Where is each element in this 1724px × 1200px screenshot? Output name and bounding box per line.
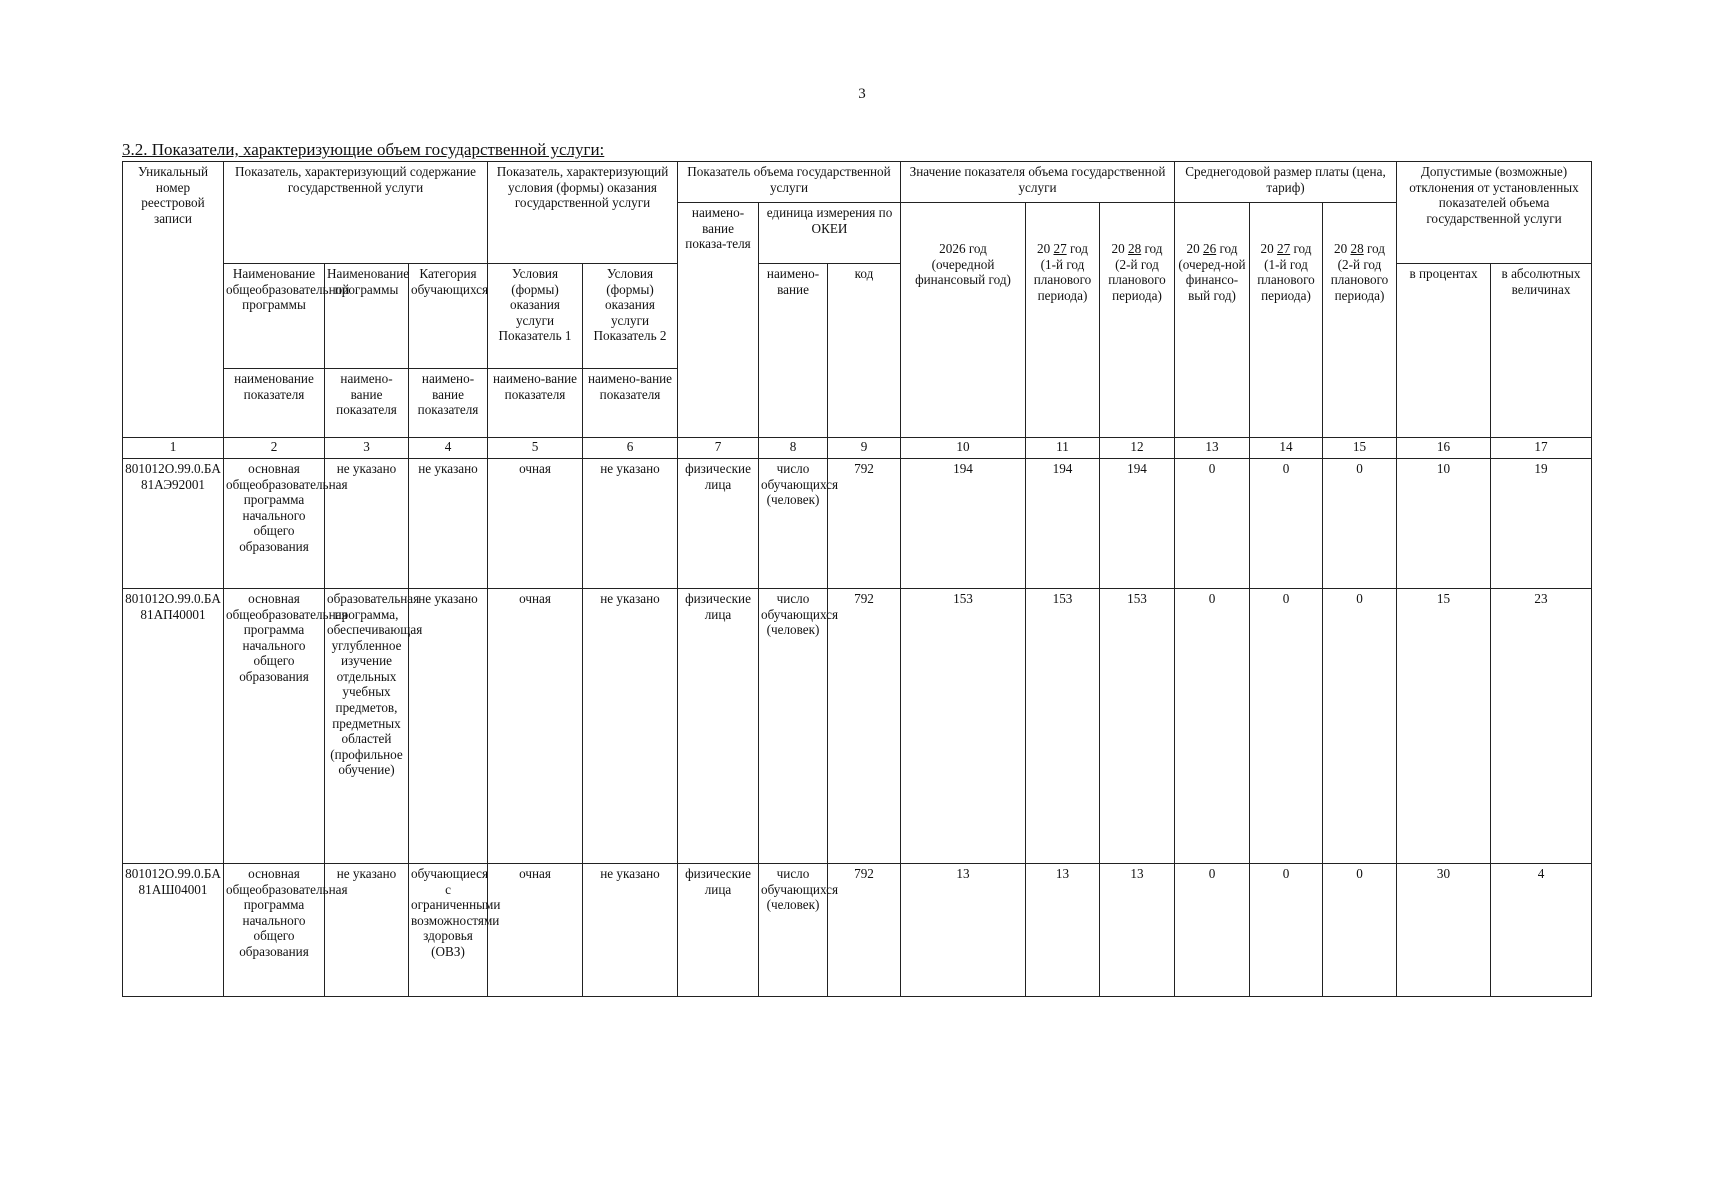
deviation-absolute: 23 xyxy=(1491,589,1592,864)
column-number: 13 xyxy=(1175,438,1250,459)
header-condition-2: Условия (формы) оказания услуги Показатель 2 xyxy=(583,264,678,369)
header-student-category: Категория обучающихся xyxy=(409,264,488,369)
header-content-indicator: Показатель, характеризующий содержание государственной услуги xyxy=(224,162,488,264)
table-row xyxy=(123,589,1592,864)
table-row xyxy=(123,459,1592,589)
header-volume-indicator: Показатель объема государственной услуги xyxy=(678,162,901,203)
fee-2027: 0 xyxy=(1250,589,1323,864)
indicator: физические лица xyxy=(678,864,759,997)
header-fee-2027: 20 27 год (1-й год планового периода) xyxy=(1250,203,1323,438)
volume-indicators-table xyxy=(122,161,1592,997)
column-number: 16 xyxy=(1397,438,1491,459)
deviation-percent: 10 xyxy=(1397,459,1491,589)
registry-number: 801012О.99.0.БА81АП40001 xyxy=(123,589,224,864)
code: 792 xyxy=(828,864,901,997)
program-name: основная общеобразовательная программа начального общего образования xyxy=(224,864,325,997)
fee-2026: 0 xyxy=(1175,459,1250,589)
program-name: основная общеобразовательная программа начального общего образования xyxy=(224,589,325,864)
condition-2: не указано xyxy=(583,459,678,589)
column-number: 8 xyxy=(759,438,828,459)
column-number: 12 xyxy=(1100,438,1175,459)
column-number: 14 xyxy=(1250,438,1323,459)
header-condition-1: Условия (формы) оказания услуги Показатель 1 xyxy=(488,264,583,369)
column-number: 4 xyxy=(409,438,488,459)
header-unit-code: код xyxy=(828,264,901,438)
value-2026: 13 xyxy=(901,864,1026,997)
unit: число обучающихся (человек) xyxy=(759,864,828,997)
header-indicator-name-2: наименование показателя xyxy=(224,369,325,438)
header-percent: в процентах xyxy=(1397,264,1491,438)
program-kind: образовательная программа, обеспечивающая углубленное изучение отдельных учебных предметов, предметных областей (профильное обучение) xyxy=(325,589,409,864)
value-2026: 153 xyxy=(901,589,1026,864)
header-indicator-name-6: наимено-вание показателя xyxy=(583,369,678,438)
header-indicator-name-4: наимено-вание показателя xyxy=(409,369,488,438)
header-indicator-name: наимено-вание показа-теля xyxy=(678,203,759,438)
code: 792 xyxy=(828,459,901,589)
header-conditions-indicator: Показатель, характеризующий условия (формы) оказания государственной услуги xyxy=(488,162,678,264)
program-kind: не указано xyxy=(325,864,409,997)
column-number: 17 xyxy=(1491,438,1592,459)
condition-2: не указано xyxy=(583,864,678,997)
student-category: не указано xyxy=(409,459,488,589)
value-2027: 153 xyxy=(1026,589,1100,864)
fee-2026: 0 xyxy=(1175,589,1250,864)
fee-2026: 0 xyxy=(1175,864,1250,997)
header-unit-name: наимено-вание xyxy=(759,264,828,438)
value-2028: 194 xyxy=(1100,459,1175,589)
value-2027: 194 xyxy=(1026,459,1100,589)
header-fee-2028: 20 28 год (2-й год планового периода) xyxy=(1323,203,1397,438)
indicator: физические лица xyxy=(678,459,759,589)
student-category: обучающиеся с ограниченными возможностями здоровья (ОВЗ) xyxy=(409,864,488,997)
deviation-absolute: 4 xyxy=(1491,864,1592,997)
column-number: 6 xyxy=(583,438,678,459)
column-number: 3 xyxy=(325,438,409,459)
registry-number: 801012О.99.0.БА81АШ04001 xyxy=(123,864,224,997)
condition-2: не указано xyxy=(583,589,678,864)
header-allowed-deviations: Допустимые (возможные) отклонения от установленных показателей объема государственной услуги xyxy=(1397,162,1592,264)
section-title: 3.2. Показатели, характеризующие объем государственной услуги: xyxy=(122,140,605,159)
page-number: 3 xyxy=(858,86,866,102)
table-row xyxy=(123,864,1592,997)
student-category: не указано xyxy=(409,589,488,864)
value-2028: 13 xyxy=(1100,864,1175,997)
code: 792 xyxy=(828,589,901,864)
deviation-percent: 15 xyxy=(1397,589,1491,864)
value-2027: 13 xyxy=(1026,864,1100,997)
registry-number: 801012О.99.0.БА81АЭ92001 xyxy=(123,459,224,589)
form: очная xyxy=(488,459,583,589)
column-numbers-row xyxy=(123,438,1592,459)
column-number: 11 xyxy=(1026,438,1100,459)
header-fee-2026: 20 26 год (очеред-ной финансо-вый год) xyxy=(1175,203,1250,438)
header-indicator-name-5: наимено-вание показателя xyxy=(488,369,583,438)
column-number: 5 xyxy=(488,438,583,459)
header-absolute: в абсолютных величинах xyxy=(1491,264,1592,438)
column-number: 15 xyxy=(1323,438,1397,459)
column-number: 10 xyxy=(901,438,1026,459)
header-volume-value: Значение показателя объема государственной услуги xyxy=(901,162,1175,203)
header-program-name: Наименование общеобразовательной программы xyxy=(224,264,325,369)
column-number: 7 xyxy=(678,438,759,459)
fee-2028: 0 xyxy=(1323,459,1397,589)
column-number: 9 xyxy=(828,438,901,459)
indicator: физические лица xyxy=(678,589,759,864)
value-2028: 153 xyxy=(1100,589,1175,864)
form: очная xyxy=(488,864,583,997)
value-2026: 194 xyxy=(901,459,1026,589)
column-number: 2 xyxy=(224,438,325,459)
unit: число обучающихся (человек) xyxy=(759,589,828,864)
program-kind: не указано xyxy=(325,459,409,589)
form: очная xyxy=(488,589,583,864)
fee-2028: 0 xyxy=(1323,589,1397,864)
header-year-2026: 2026 год (очередной финансовый год) xyxy=(901,203,1026,438)
header-unique-number: Уникальный номер реестровой записи xyxy=(123,162,224,438)
header-indicator-name-3: наимено-вание показателя xyxy=(325,369,409,438)
header-programs-name: Наименование программы xyxy=(325,264,409,369)
header-average-fee: Среднегодовой размер платы (цена, тариф) xyxy=(1175,162,1397,203)
fee-2028: 0 xyxy=(1323,864,1397,997)
deviation-percent: 30 xyxy=(1397,864,1491,997)
column-number: 1 xyxy=(123,438,224,459)
header-unit-okei: единица измерения по ОКЕИ xyxy=(759,203,901,264)
fee-2027: 0 xyxy=(1250,864,1323,997)
unit: число обучающихся (человек) xyxy=(759,459,828,589)
header-year-2028: 20 28 год (2-й год планового периода) xyxy=(1100,203,1175,438)
header-year-2027: 20 27 год (1-й год планового периода) xyxy=(1026,203,1100,438)
deviation-absolute: 19 xyxy=(1491,459,1592,589)
program-name: основная общеобразовательная программа начального общего образования xyxy=(224,459,325,589)
fee-2027: 0 xyxy=(1250,459,1323,589)
